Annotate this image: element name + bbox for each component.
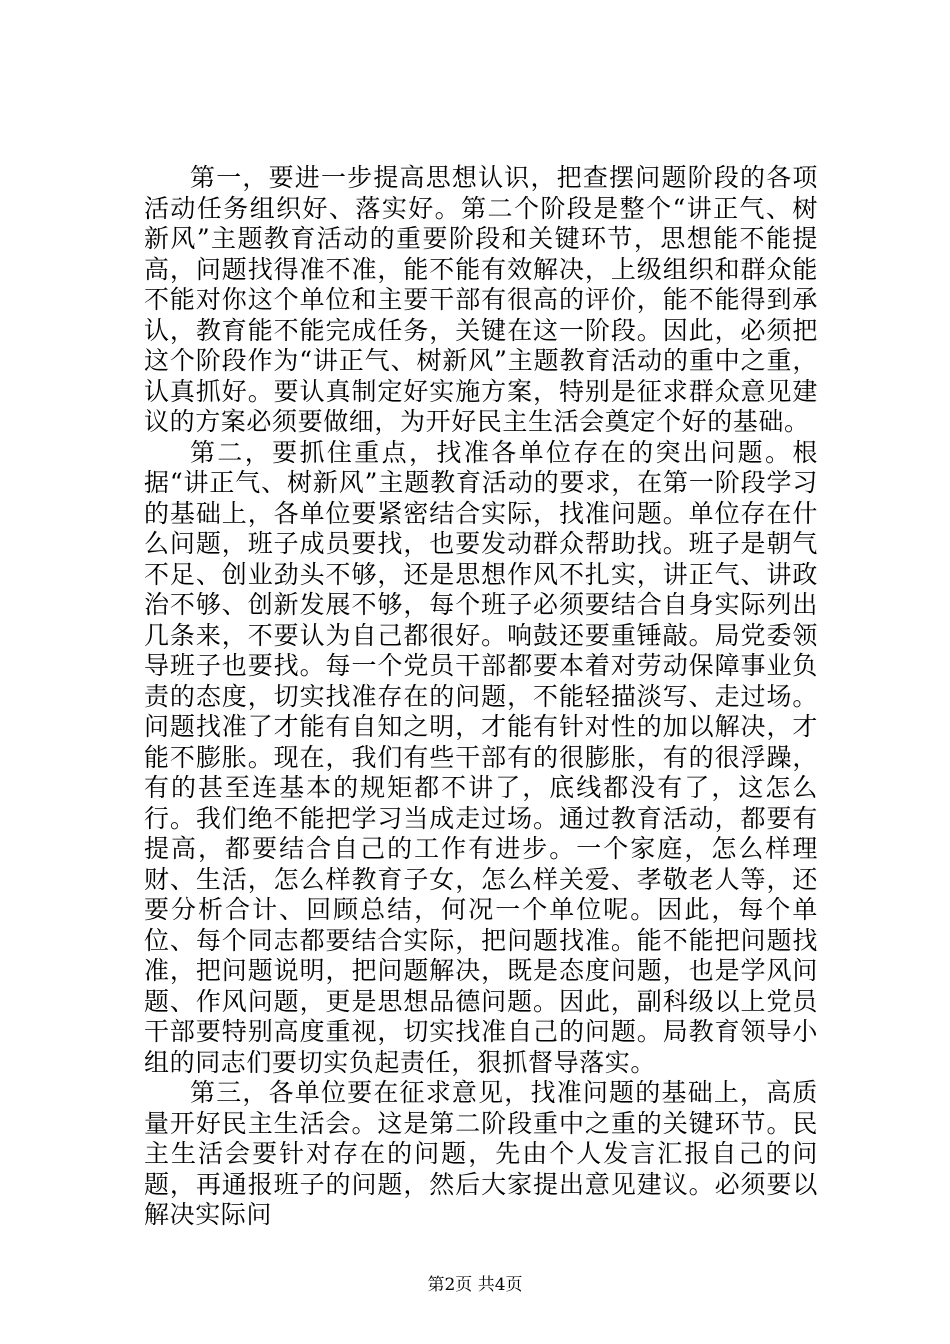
paragraph-second: 第二，要抓住重点，找准各单位存在的突出问题。根据“讲正气、树新风”主题教育活动的要求，在第一阶段学习的基础上，各单位要紧密结合实际，找准问题。单位存在什么问题，班子成员要找，也要发动群众帮助找。班子是朝气不足、创业劲头不够，还是思想作风不扎实，讲正气、讲政治不够、创新发展不够，每个班子必须要结合自身实际列出几条来，不要认为自己都很好。响鼓还要重锤敲。局党委领导班子也要找。每一个党员干部都要本着对劳动保障事业负责的态度，切实找准存在的问题，不能轻描淡写、走过场。问题找准了才能有自知之明，才能有针对性的加以解决，才能不膨胀。现在，我们有些干部有的很膨胀，有的很浮躁，有的甚至连基本的规矩都不讲了，底线都没有了，这怎么行。我们绝不能把学习当成走过场。通过教育活动，都要有提高，都要结合自己的工作有进步。一个家庭，怎么样理财、生活，怎么样教育子女，怎么样关爱、孝敬老人等，还要分析合计、回顾总结，何况一个单位呢。因此，每个单位、每个同志都要结合实际，把问题找准。能不能把问题找准，把问题说明，把问题解决，既是态度问题，也是学风问题、作风问题，更是思想品德问题。因此，副科级以上党员干部要特别高度重视，切实找准自己的问题。局教育领导小组的同志们要切实负起责任，狠抓督导落实。	[144, 437, 818, 1077]
document-body	[144, 163, 818, 1231]
page-number: 第2页 共4页	[427, 1275, 523, 1295]
paragraph-first: 第一，要进一步提高思想认识，把查摆问题阶段的各项活动任务组织好、落实好。第二个阶段是整个“讲正气、树新风”主题教育活动的重要阶段和关键环节，思想能不能提高，问题找得准不准，能不能有效解决，上级组织和群众能不能对你这个单位和主要干部有很高的评价，能不能得到承认，教育能不能完成任务，关键在这一阶段。因此，必须把这个阶段作为“讲正气、树新风”主题教育活动的重中之重，认真抓好。要认真制定好实施方案，特别是征求群众意见建议的方案必须要做细，为开好民主生活会奠定个好的基础。	[144, 163, 818, 436]
paragraph-third: 第三，各单位要在征求意见，找准问题的基础上，高质量开好民主生活会。这是第二阶段重中之重的关键环节。民主生活会要针对存在的问题，先由个人发言汇报自己的问题，再通报班子的问题，然后大家提出意见建议。必须要以解决实际问	[144, 1078, 818, 1229]
page-footer	[0, 1275, 950, 1295]
